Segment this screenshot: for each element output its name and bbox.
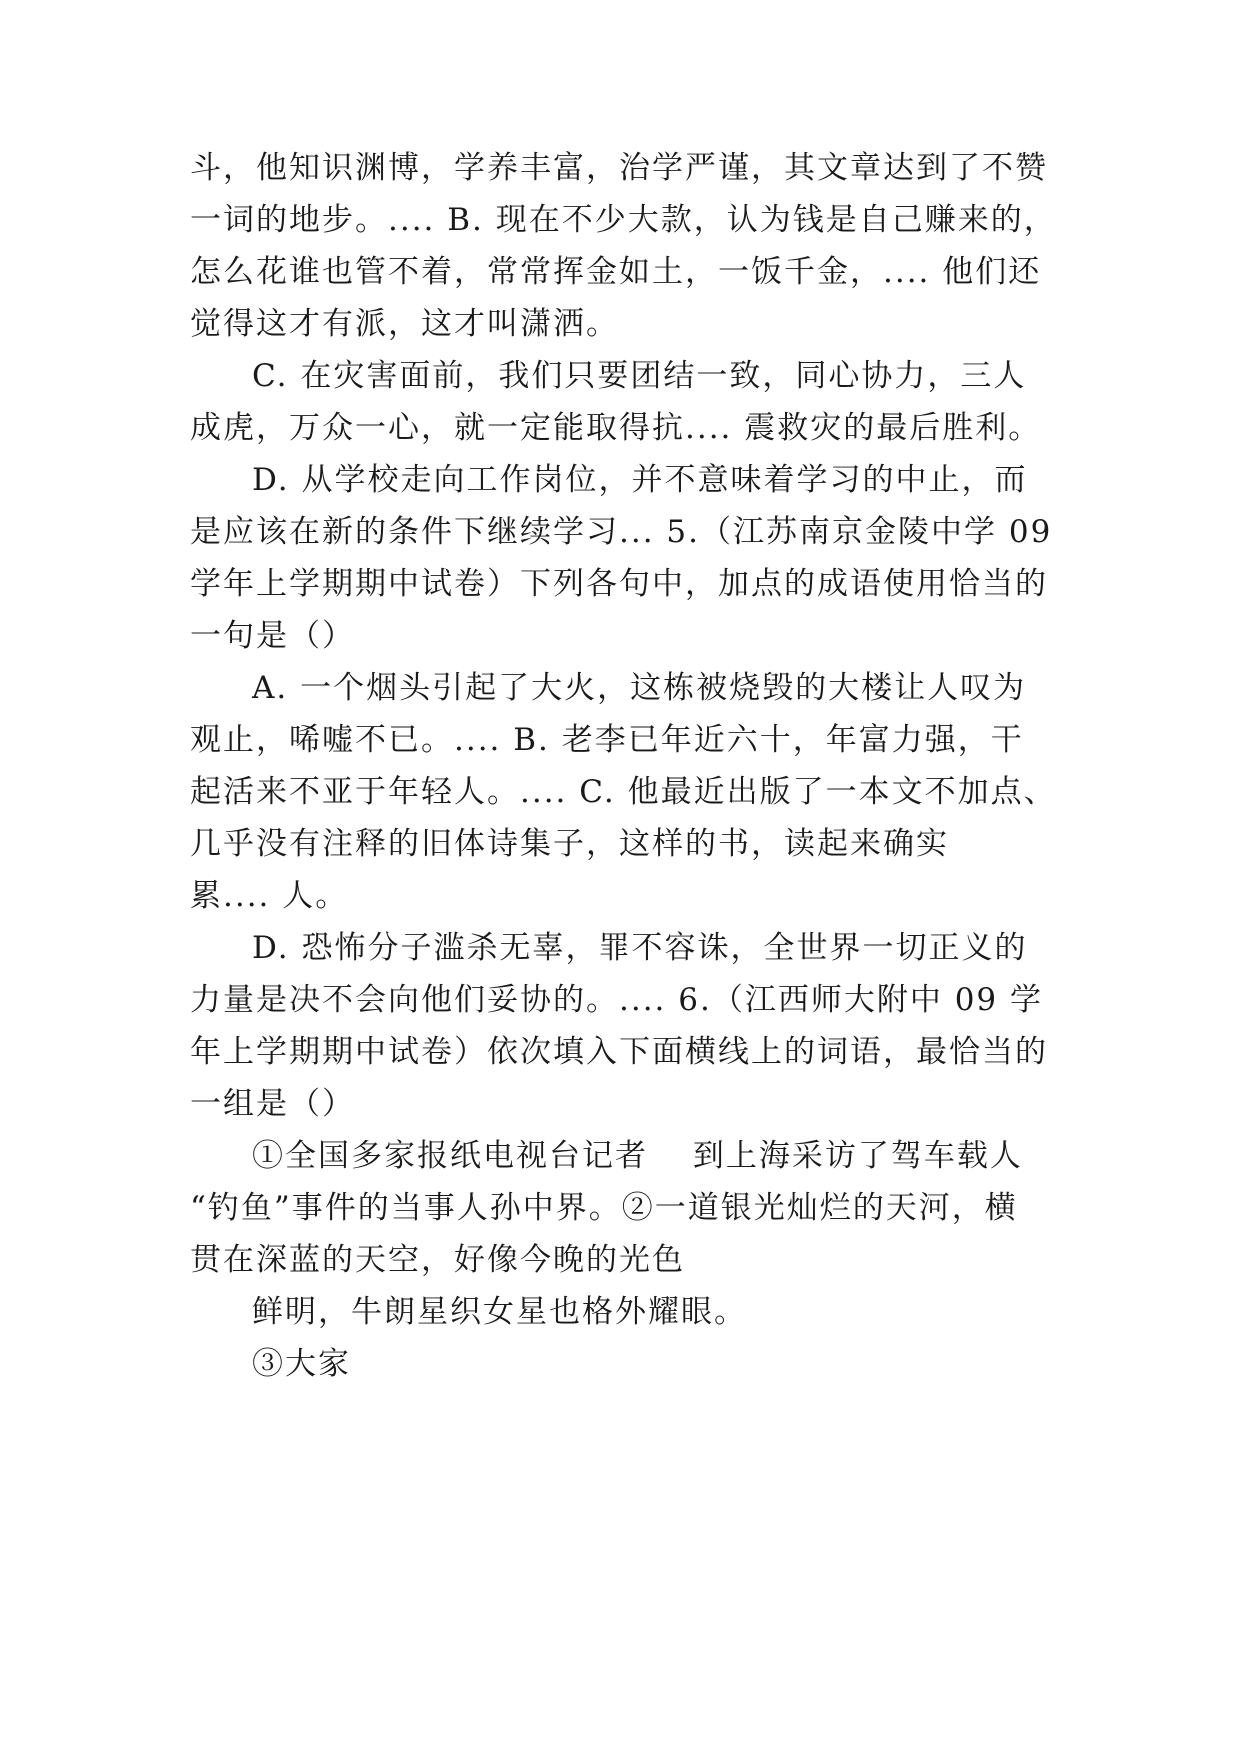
- text-line: 一句是（）: [190, 618, 355, 654]
- text-line: 一组是（）: [190, 1086, 355, 1122]
- text-line: 几乎没有注释的旧体诗集子，这样的书，读起来确实: [190, 826, 949, 862]
- option-c-paragraph: C. 在灾害面前，我们只要团结一致，同心协力，三人: [252, 358, 1027, 394]
- option-d-paragraph: D. 恐怖分子滥杀无辜，罪不容诛，全世界一切正义的: [252, 930, 1028, 966]
- text-line: 贯在深蓝的天空，好像今晚的光色: [190, 1242, 685, 1278]
- text-line: 成虎，万众一心，就一定能取得抗.... 震救灾的最后胜利。: [190, 410, 1042, 446]
- text-line: 觉得这才有派，这才叫潇洒。: [190, 306, 619, 342]
- text-line: 鲜明，牛朗星织女星也格外耀眼。: [252, 1294, 747, 1330]
- text-line: 一词的地步。.... B. 现在不少大款，认为钱是自己赚来的，: [190, 202, 1057, 238]
- text-line: 累.... 人。: [190, 878, 349, 914]
- text-line: 斗，他知识渊博，学养丰富，治学严谨，其文章达到了不赞: [190, 150, 1048, 186]
- text-line: 怎么花谁也管不着，常常挥金如土，一饭千金，.... 他们还: [190, 254, 1042, 290]
- item-1-paragraph: ①全国多家报纸电视台记者 到上海采访了驾车载人: [252, 1138, 1023, 1174]
- text-line: 年上学期期中试卷）依次填入下面横线上的词语，最恰当的: [190, 1034, 1048, 1070]
- option-d-paragraph: D. 从学校走向工作岗位，并不意味着学习的中止，而: [252, 462, 1028, 498]
- text-line: 学年上学期期中试卷）下列各句中，加点的成语使用恰当的: [190, 566, 1048, 602]
- text-line: 起活来不亚于年轻人。.... C. 他最近出版了一本文不加点、: [190, 774, 1057, 810]
- text-line: 观止，唏嘘不已。.... B. 老李已年近六十，年富力强，干: [190, 722, 1024, 758]
- text-line: 是应该在新的条件下继续学习... 5.（江苏南京金陵中学 09: [190, 514, 1053, 550]
- option-a-paragraph: A. 一个烟头引起了大火，这栋被烧毁的大楼让人叹为: [252, 670, 1027, 706]
- text-line: “钓鱼”事件的当事人孙中界。②一道银光灿烂的天河，横: [190, 1190, 1018, 1226]
- text-line: 力量是决不会向他们妥协的。.... 6.（江西师大附中 09 学: [190, 982, 1043, 1018]
- item-3-paragraph: ③大家: [252, 1346, 351, 1382]
